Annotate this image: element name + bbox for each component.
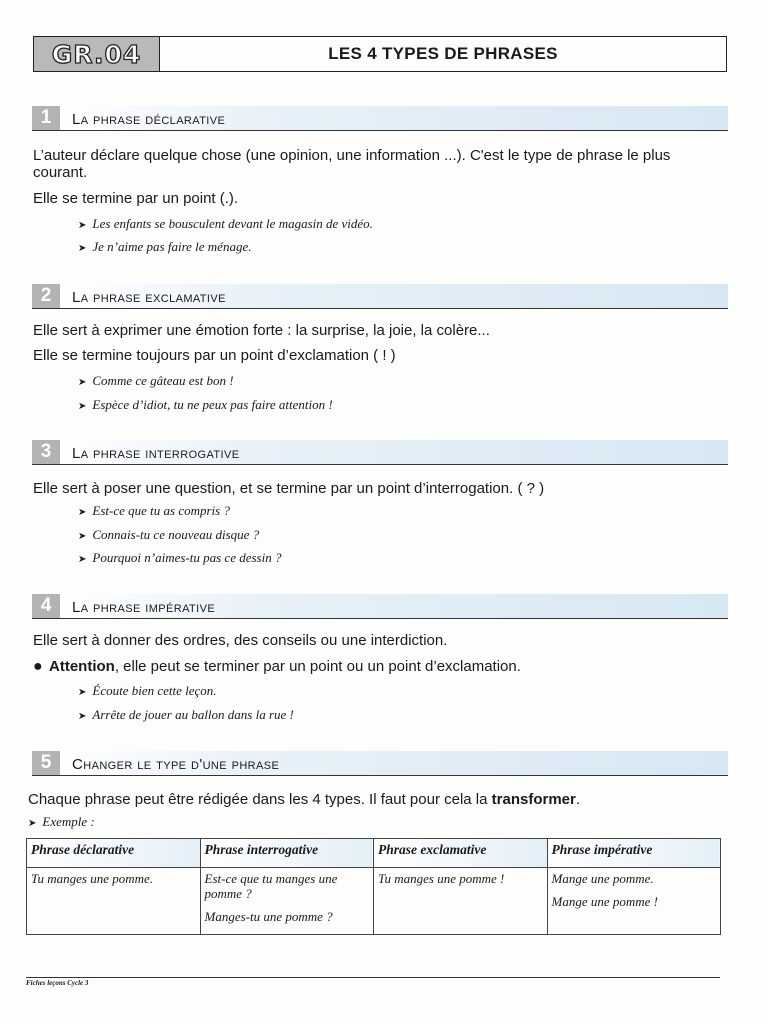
arrow-icon: ➤: [78, 377, 87, 388]
paragraph: Elle se termine par un point (.).: [33, 190, 239, 207]
example-item: ➤ Les enfants se bousculent devant le magasin de vidéo.: [78, 216, 373, 231]
section-number: 3: [32, 440, 60, 464]
table-header-row: [27, 839, 721, 868]
bullet-paragraph: ● Attention, elle peut se terminer par un point ou un point d’exclamation.: [33, 658, 521, 675]
paragraph: Chaque phrase peut être rédigée dans les 4 types. Il faut pour cela la transformer.: [28, 791, 581, 808]
bullet-icon: ●: [33, 658, 43, 675]
section-number: 1: [32, 106, 60, 130]
example-item: ➤ Connais-tu ce nouveau disque ?: [78, 527, 260, 542]
arrow-icon: ➤: [78, 243, 87, 254]
section-title: La phrase exclamative: [72, 289, 226, 306]
lesson-code-box: [34, 37, 160, 71]
section-2-heading: [32, 284, 728, 309]
page-header: [33, 36, 727, 72]
section-title: La phrase impérative: [72, 599, 216, 616]
example-item: ➤ Écoute bien cette leçon.: [78, 683, 217, 698]
transformation-table: [26, 838, 721, 935]
table-row: [27, 868, 721, 935]
lesson-code: GR.04: [51, 39, 142, 69]
table-cell: Mange une pomme. Mange une pomme !: [547, 868, 721, 935]
example-item: ➤ Arrête de jouer au ballon dans la rue !: [78, 707, 294, 722]
section-5-heading: [32, 751, 728, 776]
arrow-icon: ➤: [78, 531, 87, 542]
footer-text: Fiches leçons Cycle 3: [26, 979, 89, 987]
arrow-icon: ➤: [28, 818, 37, 829]
table-cell: Tu manges une pomme !: [374, 868, 548, 935]
paragraph: L’auteur déclare quelque chose (une opinion, une information ...). C'est le type de phrase le plus courant.: [33, 147, 671, 181]
table-header: Phrase impérative: [547, 839, 721, 868]
paragraph: Elle sert à poser une question, et se termine par un point d’interrogation. ( ? ): [33, 480, 545, 497]
table-cell: Est-ce que tu manges une pomme ? Manges-tu une pomme ?: [200, 868, 374, 935]
example-item: ➤ Espèce d’idiot, tu ne peux pas faire attention !: [78, 397, 333, 412]
paragraph: Elle se termine toujours par un point d’exclamation ( ! ): [33, 347, 396, 364]
section-1-heading: [32, 106, 728, 131]
section-title: La phrase déclarative: [72, 111, 226, 128]
section-number: 5: [32, 751, 60, 775]
table-header: Phrase déclarative: [27, 839, 201, 868]
paragraph: Elle sert à donner des ordres, des conseils ou une interdiction.: [33, 632, 448, 649]
section-4-heading: [32, 594, 728, 619]
example-item: ➤ Je n’aime pas faire le ménage.: [78, 239, 252, 254]
table-cell: Tu manges une pomme.: [27, 868, 201, 935]
arrow-icon: ➤: [78, 401, 87, 412]
paragraph: Elle sert à exprimer une émotion forte : la surprise, la joie, la colère...: [33, 322, 490, 339]
section-number: 2: [32, 284, 60, 308]
arrow-icon: ➤: [78, 711, 87, 722]
section-title: La phrase interrogative: [72, 445, 240, 462]
section-title: Changer le type d'une phrase: [72, 756, 280, 773]
footer-divider: [26, 977, 720, 978]
arrow-icon: ➤: [78, 687, 87, 698]
table-header: Phrase exclamative: [374, 839, 548, 868]
arrow-icon: ➤: [78, 554, 87, 565]
example-item: ➤ Est-ce que tu as compris ?: [78, 503, 230, 518]
page-title: LES 4 TYPES DE PHRASES: [328, 44, 558, 63]
section-number: 4: [32, 594, 60, 618]
example-item: ➤ Comme ce gâteau est bon !: [78, 373, 234, 388]
example-item: ➤ Pourquoi n’aimes-tu pas ce dessin ?: [78, 550, 282, 565]
table-header: Phrase interrogative: [200, 839, 374, 868]
example-label: ➤ Exemple :: [28, 814, 95, 829]
arrow-icon: ➤: [78, 220, 87, 231]
section-3-heading: [32, 440, 728, 465]
arrow-icon: ➤: [78, 507, 87, 518]
